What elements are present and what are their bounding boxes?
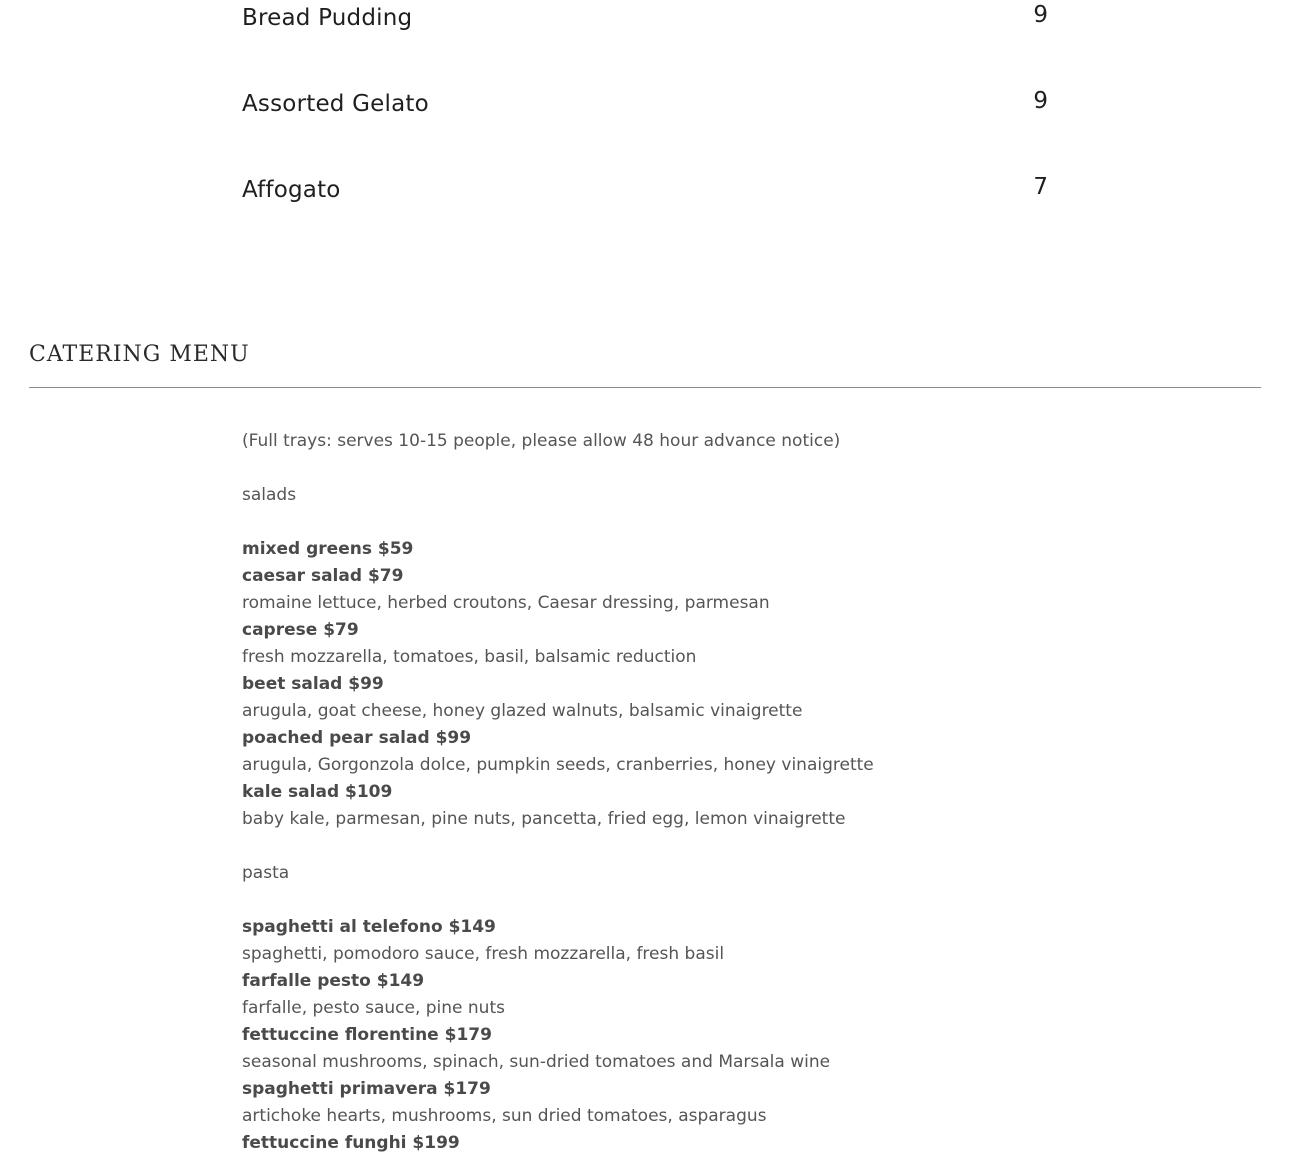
section-divider bbox=[29, 387, 1261, 388]
menu-item-description: baby kale, parmesan, pine nuts, pancetta, fried egg, lemon vinaigrette bbox=[242, 809, 846, 829]
dessert-item bbox=[242, 88, 1048, 128]
menu-item-description: farfalle, pesto sauce, pine nuts bbox=[242, 998, 505, 1018]
catering-note: (Full trays: serves 10-15 people, please allow 48 hour advance notice) bbox=[242, 431, 841, 451]
menu-item-description: fresh mozzarella, tomatoes, basil, balsamic reduction bbox=[242, 647, 697, 667]
dessert-name: Bread Pudding bbox=[242, 5, 413, 31]
menu-item-title: mixed greens $59 bbox=[242, 539, 414, 559]
dessert-item bbox=[242, 174, 1048, 214]
menu-item-title: caprese $79 bbox=[242, 620, 359, 640]
menu-item-description: arugula, Gorgonzola dolce, pumpkin seeds, cranberries, honey vinaigrette bbox=[242, 755, 874, 775]
menu-item-description: romaine lettuce, herbed croutons, Caesar dressing, parmesan bbox=[242, 593, 770, 613]
menu-item-description: arugula, goat cheese, honey glazed walnuts, balsamic vinaigrette bbox=[242, 701, 803, 721]
menu-item-title: poached pear salad $99 bbox=[242, 728, 472, 748]
dessert-price: 9 bbox=[1033, 88, 1048, 114]
dessert-price: 9 bbox=[1033, 2, 1048, 28]
dessert-name: Assorted Gelato bbox=[242, 91, 429, 117]
menu-item-description: artichoke hearts, mushrooms, sun dried tomatoes, asparagus bbox=[242, 1106, 767, 1126]
catering-menu-title: CATERING MENU bbox=[29, 342, 250, 367]
menu-item-description: seasonal mushrooms, spinach, sun-dried tomatoes and Marsala wine bbox=[242, 1052, 831, 1072]
menu-item-title: kale salad $109 bbox=[242, 782, 393, 802]
salads-heading: salads bbox=[242, 485, 297, 505]
menu-item-description: spaghetti, pomodoro sauce, fresh mozzarella, fresh basil bbox=[242, 944, 725, 964]
dessert-name: Affogato bbox=[242, 177, 341, 203]
menu-item-title: fettuccine florentine $179 bbox=[242, 1025, 492, 1045]
dessert-item bbox=[242, 2, 1048, 42]
menu-item-title: farfalle pesto $149 bbox=[242, 971, 425, 991]
menu-item-title: spaghetti al telefono $149 bbox=[242, 917, 496, 937]
spacer bbox=[242, 887, 1042, 914]
spacer bbox=[242, 833, 1042, 860]
menu-item-title: spaghetti primavera $179 bbox=[242, 1079, 491, 1099]
pasta-heading: pasta bbox=[242, 863, 290, 883]
menu-item-title: fettuccine funghi $199 bbox=[242, 1133, 460, 1153]
menu-item-title: beet salad $99 bbox=[242, 674, 384, 694]
spacer bbox=[242, 455, 1042, 482]
menu-item-title: caesar salad $79 bbox=[242, 566, 404, 586]
catering-menu-body bbox=[242, 428, 1042, 1157]
dessert-price: 7 bbox=[1033, 174, 1048, 200]
spacer bbox=[242, 509, 1042, 536]
